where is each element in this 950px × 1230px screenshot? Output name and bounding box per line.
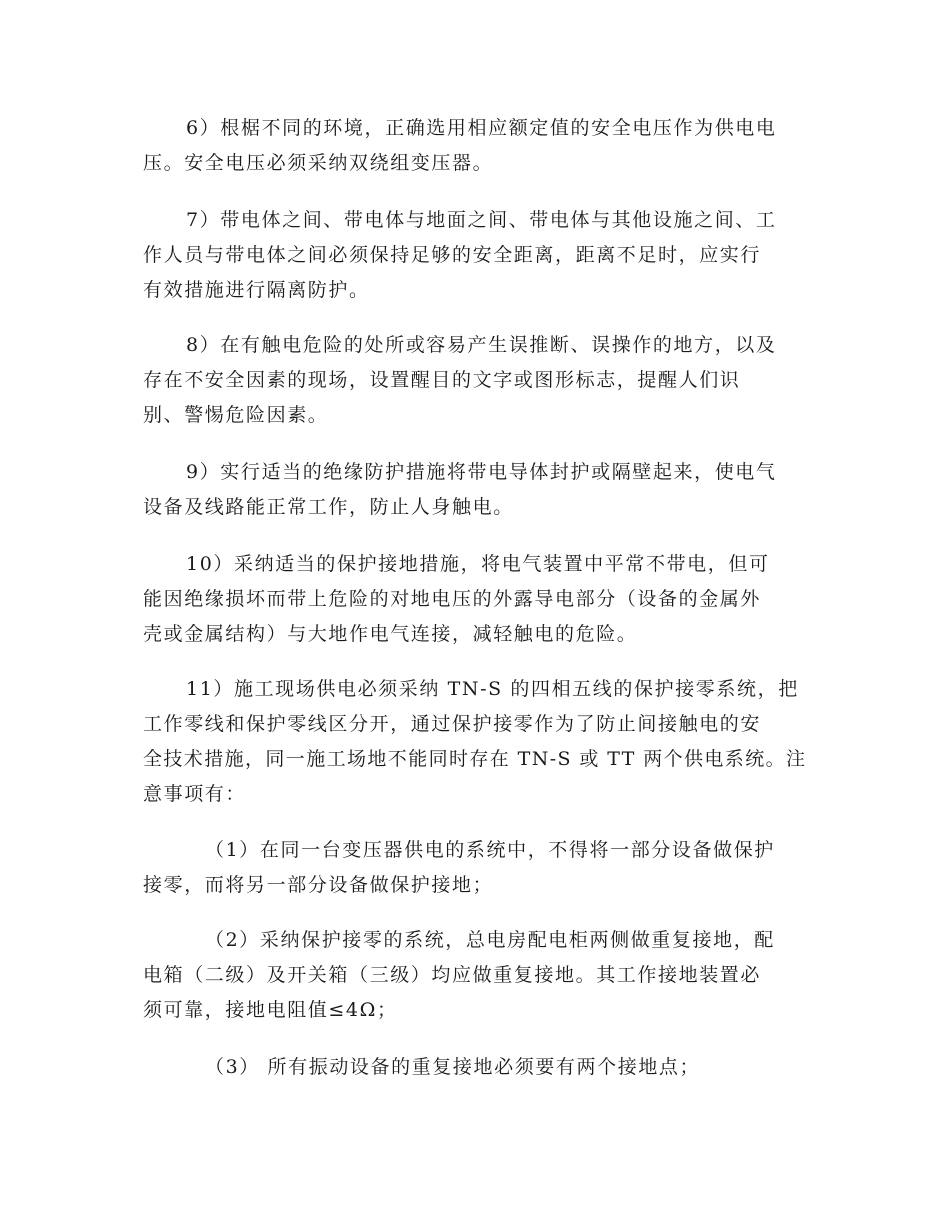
item-7-line-1: 7）带电体之间、带电体与地面之间、带电体与其他设施之间、工 [186,209,777,231]
sub-3-line-1: （3） 所有振动设备的重复接地必须要有两个接地点； [205,1056,701,1078]
item-10-line-1: 10）采纳适当的保护接地措施，将电气装置中平常不带电，但可 [186,553,770,575]
item-11-line-2: 工作零线和保护零线区分开，通过保护接零作为了防止间接触电的安 [143,713,762,735]
item-10-line-3: 壳或金属结构）与大地作电气连接，减轻触电的危险。 [143,623,638,645]
item-6-line-1: 6）根椐不同的环境，正确选用相应额定值的安全电压作为供电电 [186,117,777,139]
item-7-line-2: 作人员与带电体之间必须保持足够的安全距离，距离不足时，应实行 [143,244,762,266]
item-11-line-3: 全技术措施，同一施工场地不能同时存在 TN-S 或 TT 两个供电系统。注 [143,748,807,770]
item-7-line-3: 有效措施进行隔离防护。 [143,279,370,301]
sub-1-line-1: （1）在同一台变压器供电的系统中，不得将一部分设备做保护 [205,839,775,861]
item-8-line-2: 存在不安全因素的现场，设置醒目的文字或图形标志，提醒人们识 [143,369,741,391]
item-9-line-2: 设备及线路能正常工作，防止人身触电。 [143,496,514,518]
item-11-line-1: 11）施工现场供电必须采纳 TN-S 的四相五线的保护接零系统，把 [186,678,799,700]
sub-2-line-1: （2）采纳保护接零的系统，总电房配电柜两侧做重复接地，配 [205,929,775,951]
sub-2-line-2: 电箱（二级）及开关箱（三级）均应做重复接地。其工作接地装置必 [143,964,762,986]
item-8-line-1: 8）在有触电危险的处所或容易产生误推断、误操作的地方，以及 [186,334,777,356]
item-9-line-1: 9）实行适当的绝缘防护措施将带电导体封护或隔壁起来，使电气 [186,461,777,483]
item-8-line-3: 别、警惕危险因素。 [143,404,329,426]
sub-1-line-2: 接零，而将另一部分设备做保护接地； [143,874,494,896]
item-10-line-2: 能因绝缘损坏而带上危险的对地电压的外露导电部分（设备的金属外 [143,588,762,610]
sub-2-line-3: 须可靠，接地电阻值≤4Ω； [143,999,398,1021]
item-6-line-2: 压。安全电压必须采纳双绕组变压器。 [143,152,494,174]
item-11-line-4: 意事项有： [143,783,247,805]
